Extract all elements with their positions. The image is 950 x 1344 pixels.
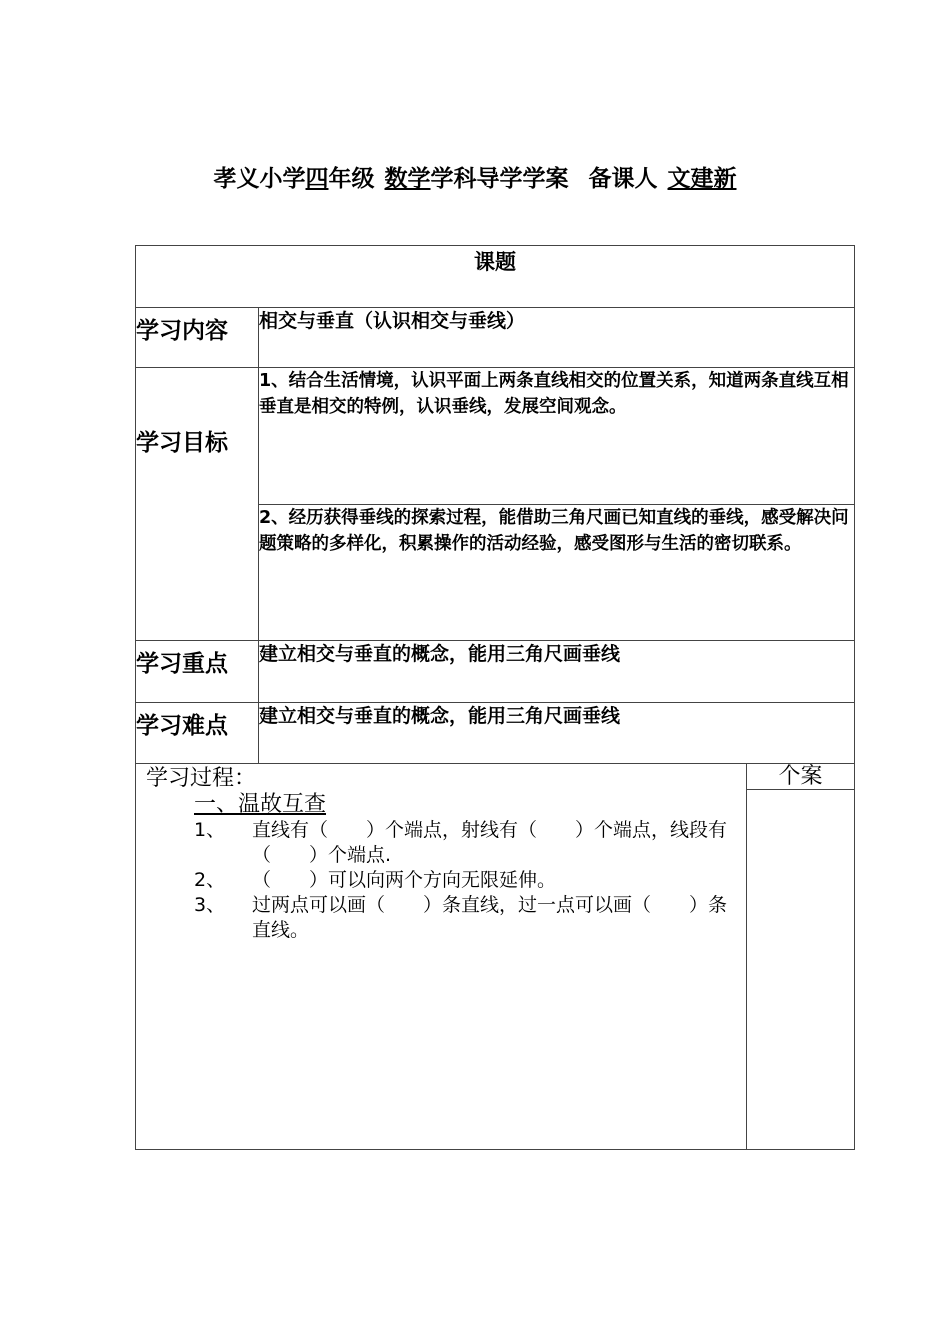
question-1-number: 1、 xyxy=(194,819,226,841)
question-2-text: （ ）可以向两个方向无限延伸。 xyxy=(252,869,557,891)
process-row xyxy=(136,764,855,1150)
process-label: 学习过程： xyxy=(146,766,257,791)
question-3-number: 3、 xyxy=(194,894,226,916)
goal-row-1 xyxy=(136,368,855,505)
question-1 xyxy=(136,818,746,868)
grade: 四 xyxy=(305,166,329,192)
key-label: 学习重点 xyxy=(136,641,259,703)
preparer-name: 文建新 xyxy=(667,166,737,192)
school-name: 孝义小学 xyxy=(213,166,306,192)
key-value: 建立相交与垂直的概念，能用三角尺画垂线 xyxy=(259,641,855,703)
question-2 xyxy=(136,868,746,893)
topic-row xyxy=(136,246,855,308)
question-1-text: 直线有（ ）个端点，射线有（ ）个端点，线段有（ ）个端点. xyxy=(252,819,728,866)
subject: 数学 xyxy=(384,166,431,192)
content-value: 相交与垂直（认识相交与垂线） xyxy=(259,308,855,368)
topic-label: 课题 xyxy=(136,246,855,308)
content-label: 学习内容 xyxy=(136,308,259,368)
subject-rest: 学科导学学案 xyxy=(430,166,569,192)
question-3 xyxy=(136,893,746,943)
goal-label: 学习目标 xyxy=(136,368,259,641)
question-2-number: 2、 xyxy=(194,869,226,891)
personal-cell xyxy=(747,764,855,1150)
key-row xyxy=(136,641,855,703)
grade-suffix: 年级 xyxy=(328,166,375,192)
lesson-plan-table xyxy=(135,245,855,1150)
page-title xyxy=(0,160,950,193)
difficult-value: 建立相交与垂直的概念，能用三角尺画垂线 xyxy=(259,703,855,764)
difficult-label: 学习难点 xyxy=(136,703,259,764)
question-3-text: 过两点可以画（ ）条直线，过一点可以画（ ）条直线。 xyxy=(252,894,728,941)
process-cell xyxy=(136,764,747,1150)
difficult-row xyxy=(136,703,855,764)
personal-label: 个案 xyxy=(747,764,854,790)
goal-1: 1、结合生活情境，认识平面上两条直线相交的位置关系，知道两条直线互相垂直是相交的特例，认识垂线，发展空间观念。 xyxy=(259,368,855,505)
goal-2: 2、经历获得垂线的探索过程，能借助三角尺画已知直线的垂线，感受解决问题策略的多样化，积累操作的活动经验，感受图形与生活的密切联系。 xyxy=(259,505,855,641)
content-row xyxy=(136,308,855,368)
section-title: 一、温故互查 xyxy=(194,792,327,817)
preparer-label: 备课人 xyxy=(588,166,658,192)
